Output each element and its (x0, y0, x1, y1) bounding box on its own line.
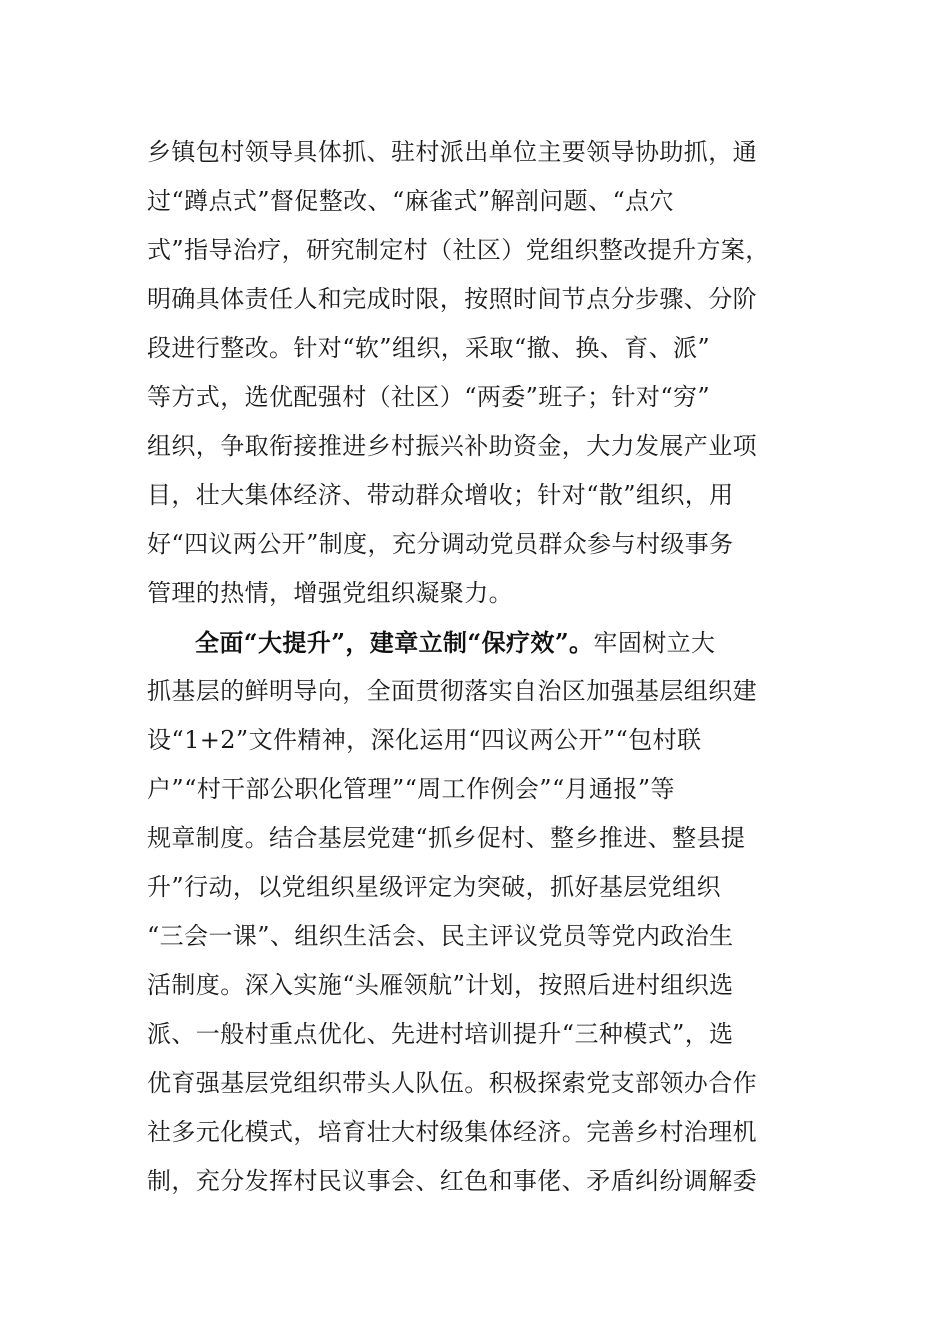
text-line: 升”行动，以党组织星级评定为突破，抓好基层党组织 (147, 873, 721, 901)
text-line: 抓基层的鲜明导向，全面贯彻落实自治区加强基层组织建 (147, 677, 757, 705)
paragraph-heading: 全面“大提升”，建章立制“保疗效”。 (195, 628, 594, 657)
text-line: 派、一般村重点优化、先进村培训提升“三种模式”，选 (147, 1020, 734, 1048)
text-line: 优育强基层党组织带头人队伍。积极探索党支部领办合作 (147, 1069, 757, 1097)
text-line: 社多元化模式，培育壮大村级集体经济。完善乡村治理机 (147, 1118, 757, 1146)
text-line: “三会一课”、组织生活会、民主评议党员等党内政治生 (147, 922, 734, 950)
text-line: 好“四议两公开”制度，充分调动党员群众参与村级事务 (147, 530, 734, 558)
paragraph-2 (147, 618, 807, 1206)
paragraph-1 (147, 128, 807, 618)
text-line: 目，壮大集体经济、带动群众增收；针对“散”组织，用 (147, 481, 734, 509)
paragraph-first-line (147, 618, 807, 667)
text-line: 明确具体责任人和完成时限，按照时间节点分步骤、分阶 (147, 285, 757, 313)
text-line: 管理的热情，增强党组织凝聚力。 (147, 579, 513, 607)
text-line: 过“蹲点式”督促整改、“麻雀式”解剖问题、“点穴 (147, 187, 674, 215)
text-line: 段进行整改。针对“软”组织，采取“撤、换、育、派” (147, 334, 711, 362)
text-line: 式”指导治疗，研究制定村（社区）党组织整改提升方案， (147, 236, 770, 264)
text-line: 组织，争取衔接推进乡村振兴补助资金，大力发展产业项 (147, 432, 757, 460)
text-line: 户”“村干部公职化管理”“周工作例会”“月通报”等 (147, 775, 675, 803)
document-body (147, 128, 807, 1206)
heading-line-text: 牢固树立大 (593, 629, 716, 657)
text-line: 规章制度。结合基层党建“抓乡促村、整乡推进、整县提 (147, 824, 746, 852)
text-line: 制，充分发挥村民议事会、红色和事佬、矛盾纠纷调解委 (147, 1167, 757, 1195)
text-line: 设“1+2”文件精神，深化运用“四议两公开”“包村联 (147, 726, 702, 754)
text-line: 活制度。深入实施“头雁领航”计划，按照后进村组织选 (147, 971, 734, 999)
text-line: 等方式，选优配强村（社区）“两委”班子；针对“穷” (147, 383, 711, 411)
text-line: 乡镇包村领导具体抓、驻村派出单位主要领导协助抓，通 (147, 138, 757, 166)
